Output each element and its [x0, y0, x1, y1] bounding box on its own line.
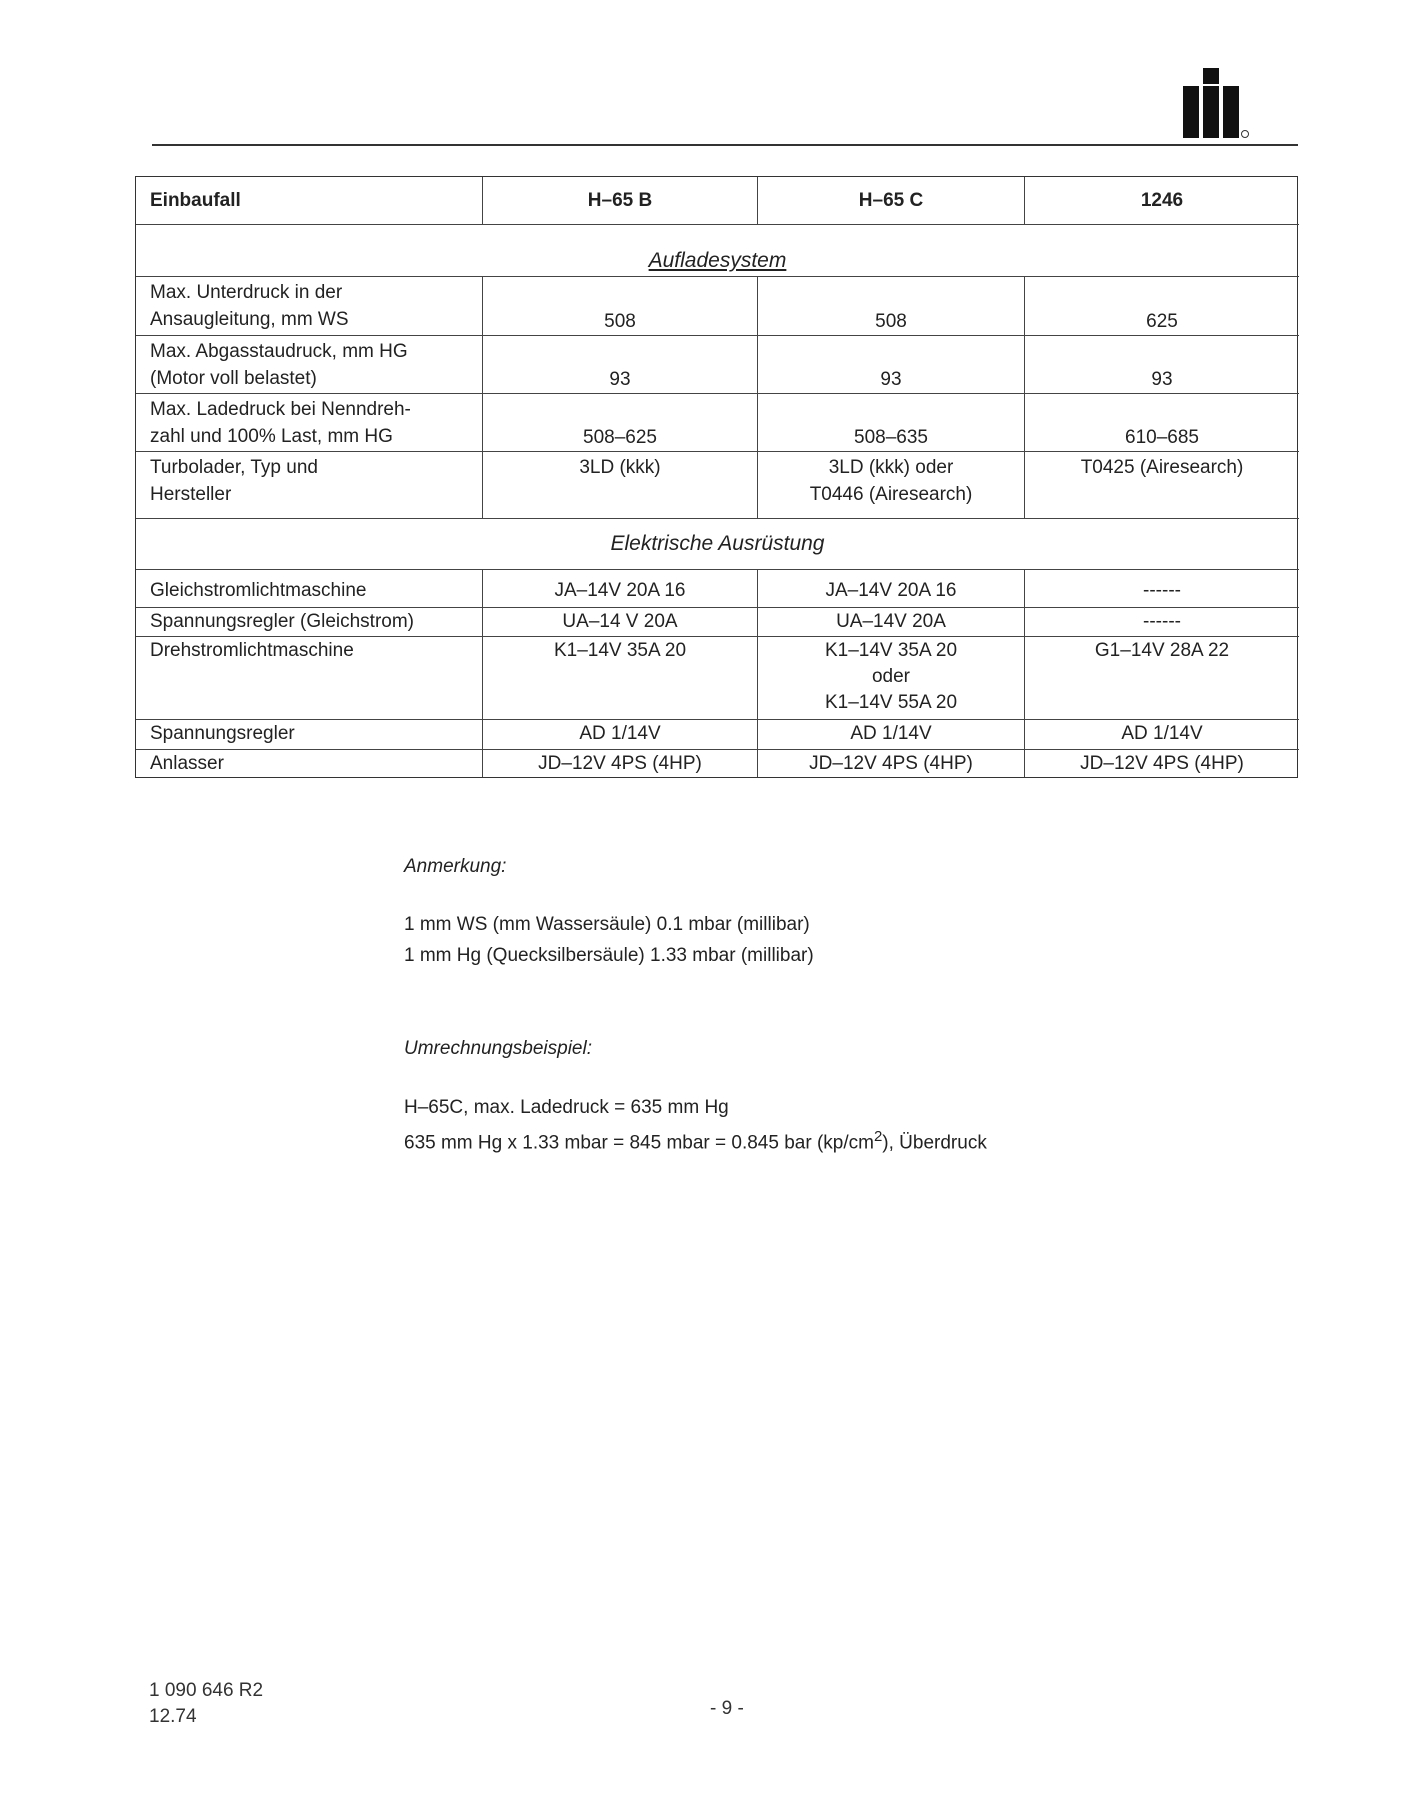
cell: K1–14V 35A 20 — [483, 637, 758, 720]
cell: JA–14V 20A 16 — [483, 570, 758, 608]
row-label: Spannungsregler (Gleichstrom) — [136, 608, 483, 637]
doc-date: 12.74 — [149, 1706, 197, 1727]
example-text: ), Überdruck — [882, 1132, 987, 1154]
cell: JA–14V 20A 16 — [758, 570, 1025, 608]
cell: AD 1/14V — [1025, 720, 1299, 750]
spec-table — [135, 176, 1298, 778]
section-title: Aufladesystem — [648, 249, 787, 272]
cell: ------ — [1025, 608, 1299, 637]
doc-number: 1 090 646 R2 — [149, 1680, 264, 1701]
example-line: H–65C, max. Ladedruck = 635 mm Hg — [404, 1097, 729, 1118]
label-line: Ansaugleitung, mm WS — [150, 309, 349, 330]
cell: ------ — [1025, 570, 1299, 608]
cell-line: oder — [871, 666, 911, 687]
label-line: Max. Ladedruck bei Nenndreh- — [150, 399, 411, 420]
cell: 3LD (kkk) — [483, 452, 758, 519]
label-line: Hersteller — [150, 484, 232, 505]
label-line: Max. Unterdruck in der — [150, 282, 343, 303]
cell: JD–12V 4PS (4HP) — [1080, 753, 1244, 774]
section-aufladesystem — [136, 225, 1299, 277]
label-line: zahl und 100% Last, mm HG — [150, 426, 393, 447]
header-rule — [152, 144, 1298, 146]
cell: 508 — [758, 277, 1025, 336]
cell-line: K1–14V 35A 20 — [824, 640, 958, 661]
row-label: Anlasser — [136, 750, 483, 777]
cell: 625 — [1025, 277, 1299, 336]
cell: 610–685 — [1025, 394, 1299, 452]
cell: AD 1/14V — [758, 720, 1025, 750]
row-label — [136, 394, 483, 452]
note-line: 1 mm WS (mm Wassersäule) 0.1 mbar (millibar) — [404, 914, 810, 935]
row-label — [136, 336, 483, 394]
cell-line: 3LD (kkk) oder — [828, 457, 954, 478]
row-label: Drehstromlichtmaschine — [136, 637, 483, 720]
label-line: Max. Abgasstaudruck, mm HG — [150, 341, 408, 362]
cell — [758, 637, 1025, 720]
cell: AD 1/14V — [483, 720, 758, 750]
label-line: (Motor voll belastet) — [150, 368, 317, 389]
cell: 93 — [1025, 336, 1299, 394]
example-line — [404, 1128, 987, 1154]
section-title: Elektrische Ausrüstung — [610, 531, 825, 555]
cell: UA–14V 20A — [758, 608, 1025, 637]
header-einbaufall: Einbaufall — [136, 177, 483, 225]
ih-logo — [1181, 68, 1251, 142]
row-label: Gleichstromlichtmaschine — [136, 570, 483, 608]
cell-line: K1–14V 55A 20 — [824, 692, 958, 713]
section-elektrische-ausruestung — [136, 519, 1299, 570]
example-heading: Umrechnungsbeispiel: — [404, 1038, 592, 1059]
superscript: 2 — [873, 1128, 883, 1145]
cell: 93 — [758, 336, 1025, 394]
cell: T0425 (Airesearch) — [1025, 452, 1299, 519]
header-1246: 1246 — [1025, 177, 1299, 225]
cell: 508–635 — [758, 394, 1025, 452]
row-label — [136, 452, 483, 519]
row-label: Spannungsregler — [136, 720, 483, 750]
label-line: Turbolader, Typ und — [150, 457, 318, 478]
cell: 508–625 — [483, 394, 758, 452]
page-number: - 9 - — [710, 1698, 744, 1719]
row-label — [136, 277, 483, 336]
cell-line: T0446 (Airesearch) — [809, 484, 973, 505]
header-h65b: H–65 B — [483, 177, 758, 225]
cell: 508 — [483, 277, 758, 336]
cell: UA–14 V 20A — [483, 608, 758, 637]
note-line: 1 mm Hg (Quecksilbersäule) 1.33 mbar (millibar) — [404, 945, 814, 966]
example-text: 635 mm Hg x 1.33 mbar = 845 mbar = 0.845 bar (kp/cm — [404, 1132, 874, 1154]
cell: 93 — [483, 336, 758, 394]
cell — [758, 452, 1025, 519]
cell: G1–14V 28A 22 — [1025, 637, 1299, 720]
header-h65c: H–65 C — [758, 177, 1025, 225]
cell: JD–12V 4PS (4HP) — [483, 750, 758, 777]
cell: JD–12V 4PS (4HP) — [758, 750, 1025, 777]
notes-heading: Anmerkung: — [404, 856, 507, 877]
